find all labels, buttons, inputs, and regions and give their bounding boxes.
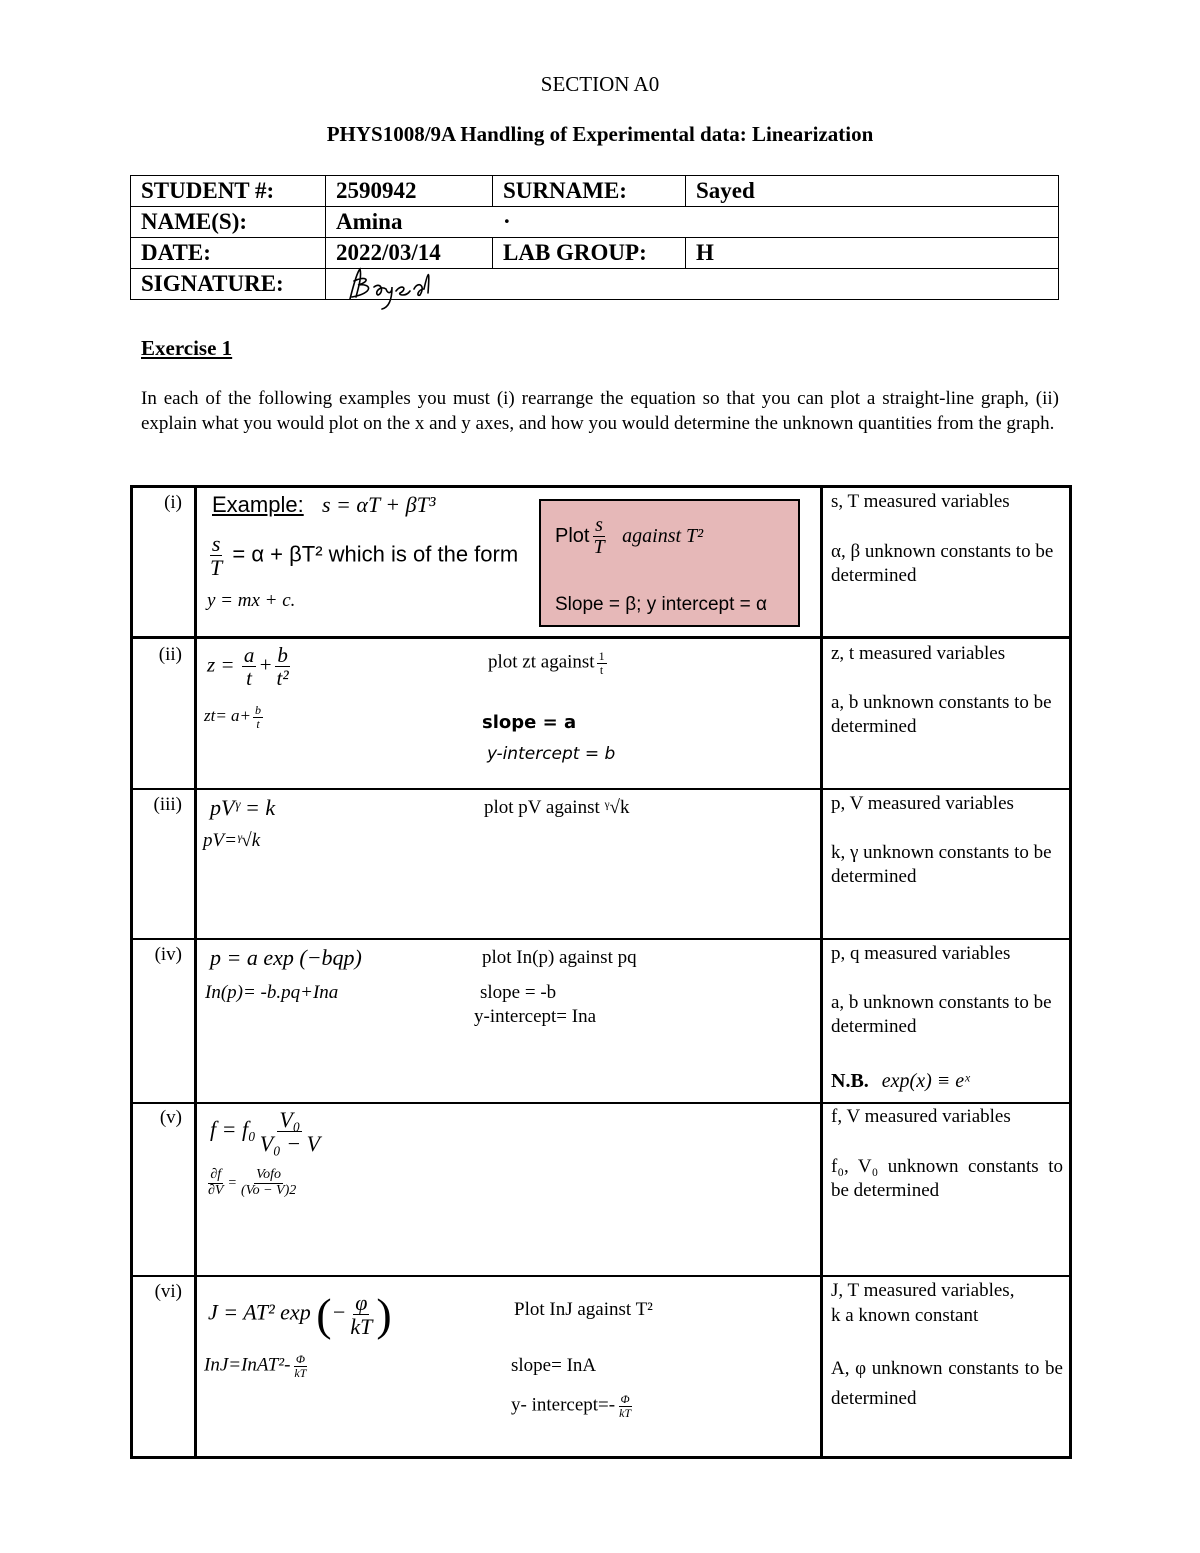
- row-5-derivative: $\frac{\partial f}{\partial V}$ = $\frac{\text{Vofo}}{(Vo - V)2}$: [208, 1167, 297, 1198]
- row-1-form: [206, 532, 518, 579]
- row-1-plot-text: Plot $\frac{s}{T}$ against T²: [555, 514, 704, 558]
- row-2-work: zt= a+ $\frac{b}{t}$: [204, 703, 262, 731]
- exercise-instructions: In each of the following examples you must (i) rearrange the equation so that you can plot a straight-line graph, (ii) explain what you would plot on the x and y axes, and how you would determine the unknown quantities from the graph.: [141, 388, 1059, 434]
- row-6-vars: J, T measured variables,: [831, 1280, 1015, 1301]
- row-6-known: k a known constant: [831, 1305, 979, 1326]
- lab-group-label: LAB GROUP:: [493, 238, 686, 269]
- exercise-title: Exercise 1: [141, 336, 233, 360]
- section-title: SECTION A0: [540, 72, 660, 96]
- row-3-vars: p, V measured variables: [831, 793, 1014, 814]
- row-1-linear-form: y = mx + c.: [207, 590, 296, 611]
- row-divider-5: [133, 1275, 1069, 1277]
- info-row-names: [131, 207, 1059, 238]
- row-6-unknowns: A, φ unknown constants to be determined: [831, 1358, 1063, 1409]
- names-label: NAME(S):: [131, 207, 326, 238]
- row-5-equation: f = f₀ $\frac{\text{V₀}}{\text{V₀ − V}}$: [210, 1107, 321, 1157]
- signature-label: SIGNATURE:: [131, 269, 326, 300]
- row-4-number: (iv): [154, 944, 182, 965]
- info-row-signature: [131, 269, 1059, 300]
- column-divider-2: [820, 488, 823, 1456]
- surname-label: SURNAME:: [493, 176, 686, 207]
- row-3-work: pV=ᵞ√k: [203, 830, 261, 851]
- row-4-slope: slope = -b: [480, 982, 557, 1003]
- row-6-work: InJ=InAT²- $\frac{\Phi}{kT}$: [204, 1352, 307, 1380]
- row-4-unknowns: a, b unknown constants to be determined: [831, 992, 1052, 1037]
- row-1-form-frac-n: s: [211, 531, 221, 556]
- surname-value: Sayed: [686, 176, 1059, 207]
- row-3-equation: pVᵞ = k: [210, 795, 276, 820]
- row-1-unknowns: α, β unknown constants to be determined: [831, 541, 1054, 586]
- row-4-intercept: y-intercept= Ina: [474, 1006, 597, 1027]
- row-1-equation: s = αT + βT³: [322, 492, 436, 517]
- row-1-slope: Slope = β; y intercept = α: [555, 594, 768, 615]
- info-row-student: [131, 176, 1059, 207]
- names-dot: ·: [503, 209, 511, 234]
- row-2-slope: slope = a: [482, 712, 577, 733]
- info-row-date: [131, 238, 1059, 269]
- row-divider-1: [133, 636, 1069, 639]
- row-6-plot: Plot InJ against T²: [514, 1299, 653, 1320]
- column-divider-1: [194, 488, 197, 1456]
- row-4-work: In(p)= -b.pq+Ina: [205, 982, 339, 1003]
- date-label: DATE:: [131, 238, 326, 269]
- row-5-number: (v): [159, 1107, 182, 1128]
- row-2-unknowns: a, b unknown constants to be determined: [831, 692, 1052, 737]
- row-1-example-label: Example:: [212, 492, 304, 517]
- row-1-form-frac-d: T: [210, 555, 223, 581]
- row-2-number: (ii): [158, 644, 182, 665]
- row-4-vars: p, q measured variables: [831, 943, 1011, 964]
- date-value: 2022/03/14: [326, 238, 493, 269]
- row-3-plot: plot pV against ᵞ√k: [484, 797, 630, 818]
- row-1-vars: s, T measured variables: [831, 491, 1010, 512]
- row-3-number: (iii): [153, 794, 182, 815]
- lab-group-value: H: [686, 238, 1059, 269]
- student-no-label: STUDENT #:: [131, 176, 326, 207]
- row-1-plot-against: against T²: [622, 524, 704, 547]
- row-3-unknowns: k, γ unknown constants to be determined: [831, 842, 1052, 887]
- row-4-equation: p = a exp (−bqp): [210, 945, 362, 970]
- student-no-value: 2590942: [326, 176, 493, 207]
- row-divider-3: [133, 938, 1069, 940]
- row-6-slope: slope= InA: [511, 1355, 597, 1376]
- row-divider-4: [133, 1102, 1069, 1104]
- row-1-form-text: = α + βT² which is of the form: [232, 541, 519, 567]
- row-1-plot-frac-d: T: [593, 536, 605, 558]
- row-6-equation: J = AT² exp (− $\frac{\varphi}{kT}$ ): [208, 1289, 392, 1340]
- row-6-number: (vi): [154, 1281, 182, 1302]
- row-4-plot: plot In(p) against pq: [482, 947, 637, 968]
- row-2-equation: z = $\frac{a}{t}$ + $\frac{b}{\text{t²}}$: [207, 643, 289, 691]
- row-2-plot: plot zt against $\frac{1}{t}$: [488, 649, 605, 677]
- course-title: PHYS1008/9A Handling of Experimental data: Linearization: [326, 122, 874, 146]
- row-2-intercept: y-intercept = b: [487, 744, 616, 764]
- names-value: Amina: [336, 209, 403, 234]
- signature-image: [344, 263, 464, 313]
- row-5-vars: f, V measured variables: [831, 1106, 1011, 1127]
- row-divider-2: [133, 788, 1069, 790]
- row-2-vars: z, t measured variables: [831, 643, 1006, 664]
- row-1-number: (i): [164, 492, 182, 513]
- signature-cell: [326, 269, 1059, 300]
- row-4-note: N.B. exp(x) ≡ eˣ: [831, 1070, 970, 1092]
- row-1-plot-frac-n: s: [595, 514, 603, 536]
- names-value-cell: [326, 207, 1059, 238]
- student-info-table: [130, 175, 1059, 300]
- row-5-unknowns: f₀, V₀ unknown constants to be determined: [831, 1156, 1063, 1201]
- row-6-intercept: y- intercept=- $\frac{\Phi}{kT}$: [511, 1392, 632, 1420]
